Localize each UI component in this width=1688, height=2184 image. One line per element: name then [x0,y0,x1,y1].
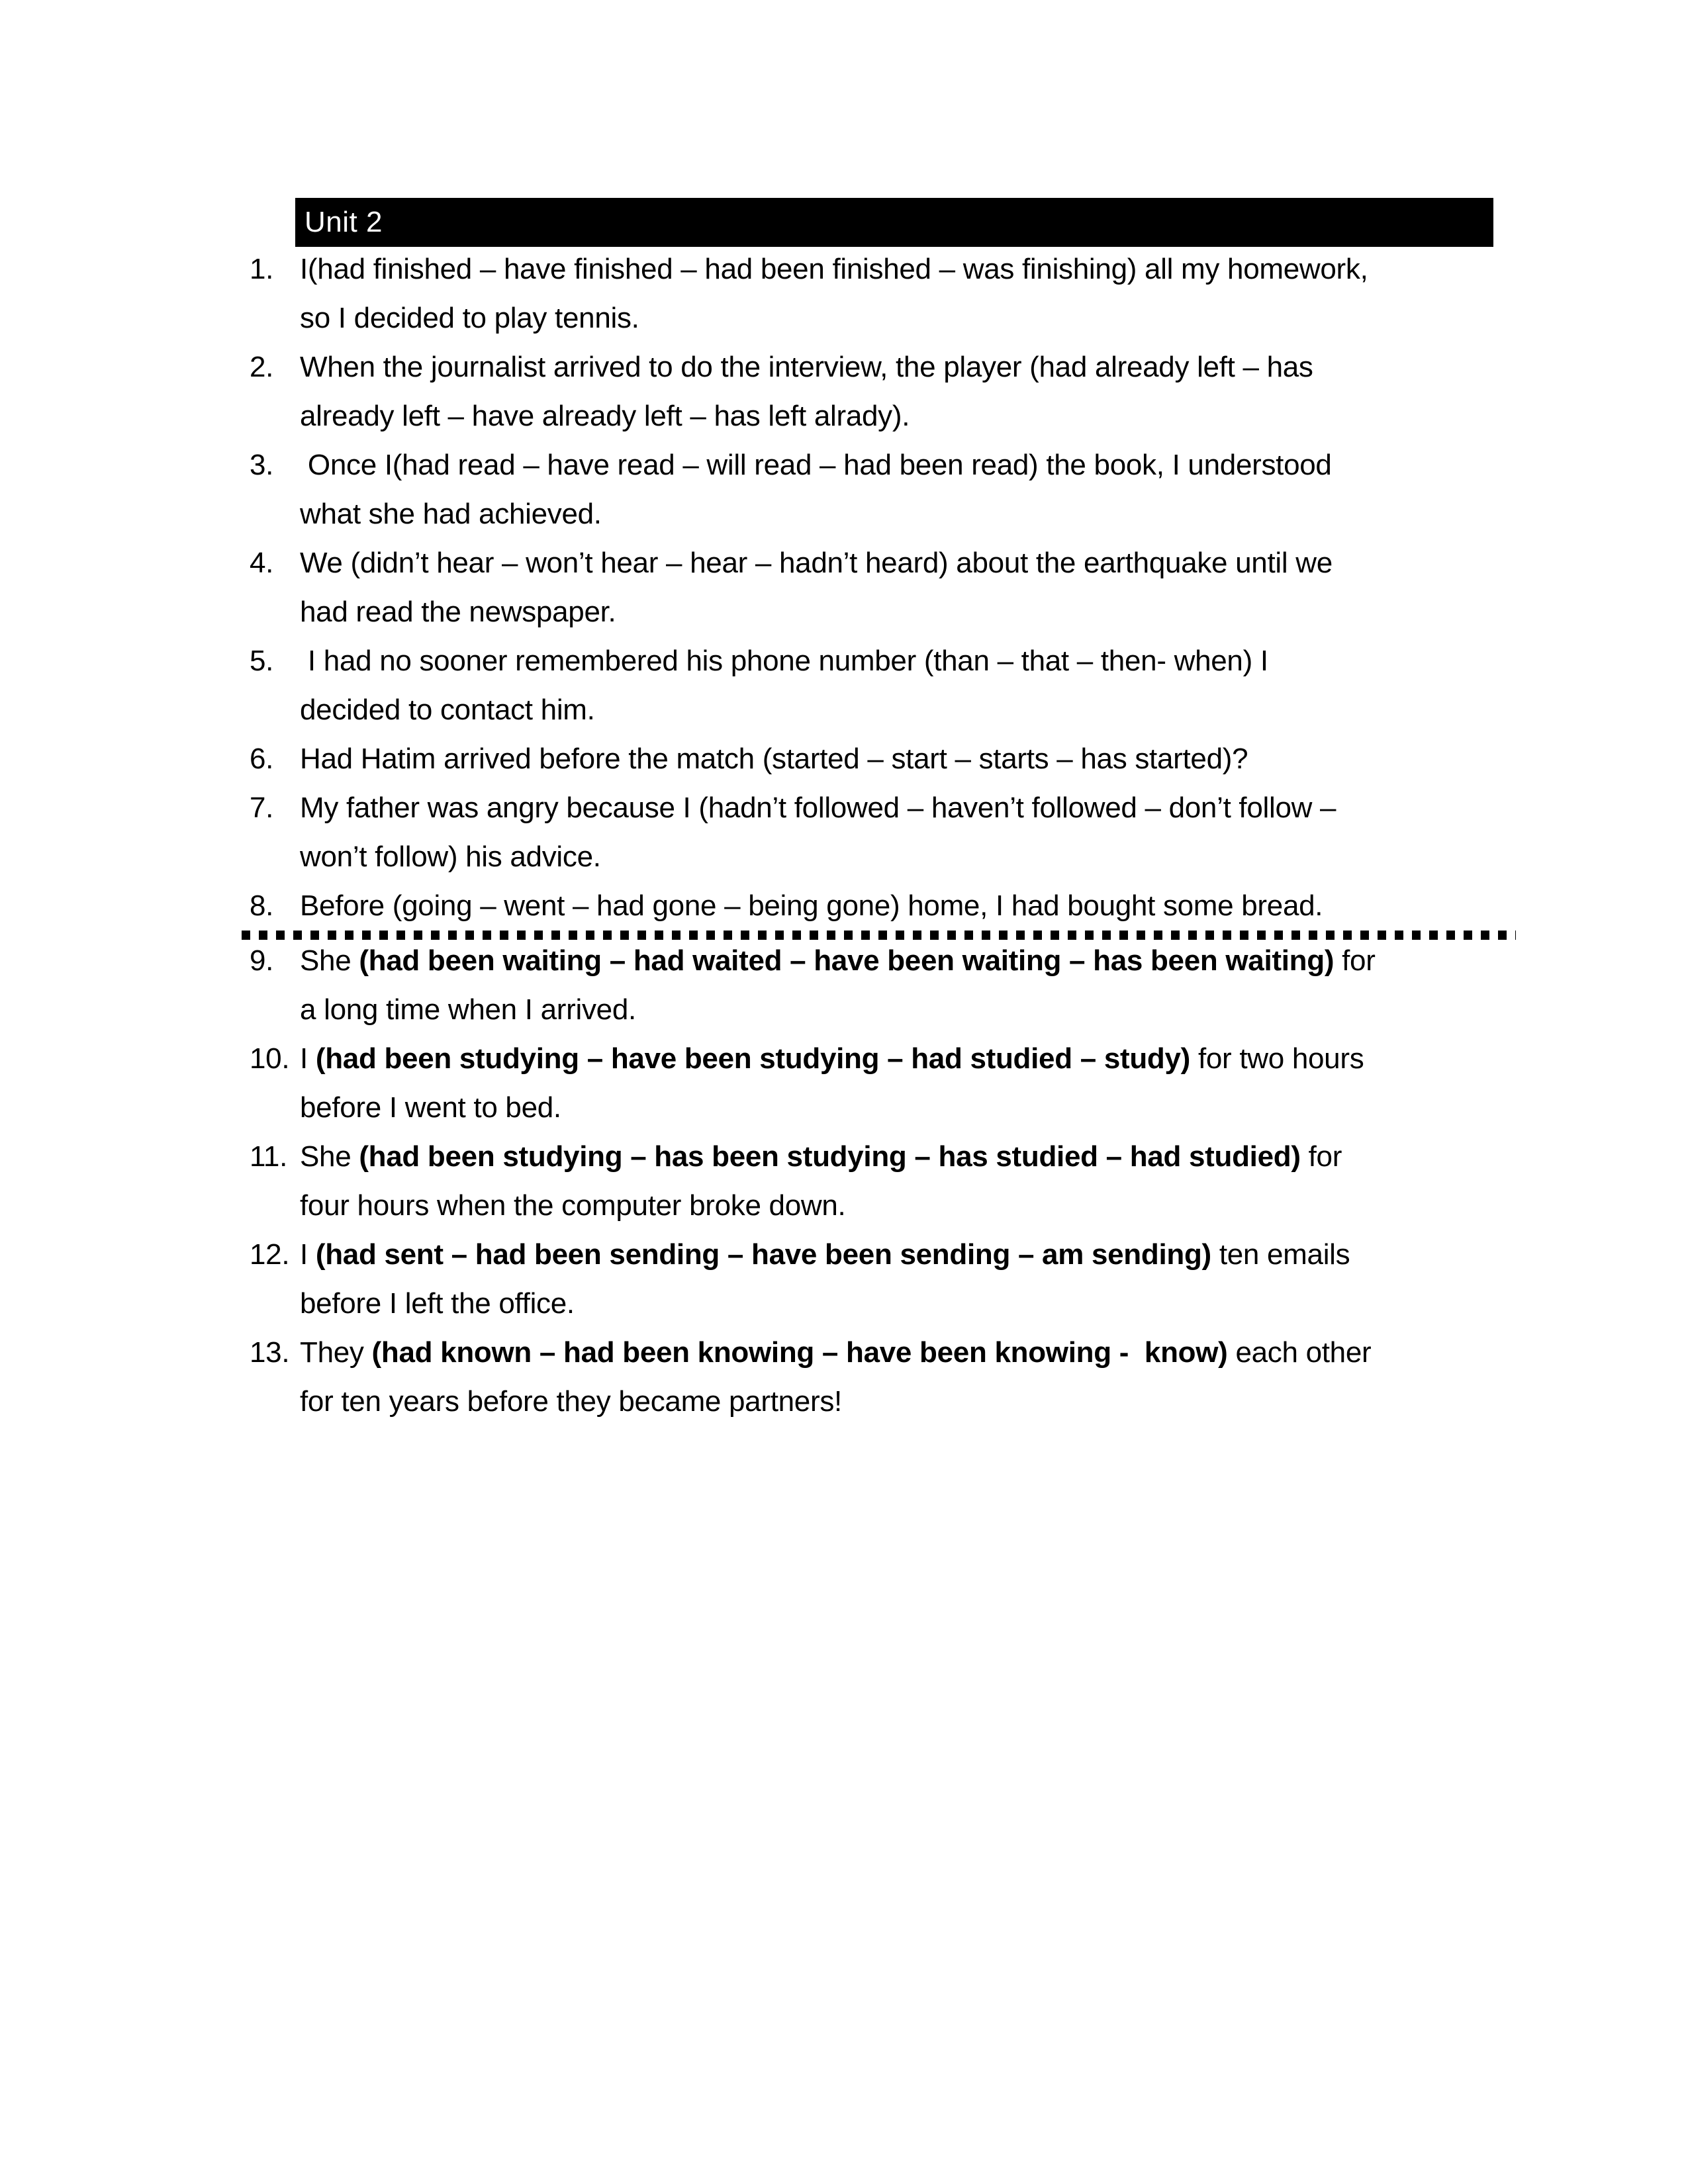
item-number: 13. [250,1336,290,1369]
item-line [250,539,1573,588]
item-line [250,637,1573,686]
item-number: 5. [250,645,274,677]
item-line [300,1083,1573,1132]
item-text: for two hours [1190,1042,1364,1075]
item-line [300,392,1573,441]
item-line [300,833,1573,882]
item-line [250,245,1573,294]
item-line [300,294,1573,343]
item-line [250,1132,1573,1181]
item-text: before I left the office. [300,1287,575,1320]
item-text: each other [1227,1336,1372,1369]
item-text: Before (going – went – had gone – being gone) home, I had bought some bread. [300,889,1323,922]
item-text: before I went to bed. [300,1091,561,1124]
item-text: for [1300,1140,1342,1173]
item-text: so I decided to play tennis. [300,302,639,334]
item-line [300,490,1573,539]
item-text: ten emails [1211,1238,1350,1271]
item-text: I(had finished – have finished – had been finished – was finishing) all my homework, [300,253,1368,285]
item-text: won’t follow) his advice. [300,841,601,873]
item-text: My father was angry because I (hadn’t followed – haven’t followed – don’t follow – [300,792,1336,824]
list-item [250,1034,1573,1132]
exercise-list-items-9-13 [250,936,1573,1426]
item-text: They [300,1336,372,1369]
item-line [250,343,1573,392]
item-text: I [300,1042,316,1075]
list-item [250,1132,1573,1230]
list-item [250,936,1573,1034]
item-number: 4. [250,547,274,579]
list-item [250,1328,1573,1426]
exercise-list-items-1-8 [250,245,1573,931]
item-text: four hours when the computer broke down. [300,1189,846,1222]
list-item [250,1230,1573,1328]
item-line [300,588,1573,637]
unit-title: Unit 2 [305,206,383,238]
item-line [300,1279,1573,1328]
item-text: She [300,944,359,977]
item-number: 8. [250,889,274,922]
answer-options-bold: (had known – had been knowing – have been knowing - know) [371,1336,1228,1369]
list-item [250,343,1573,441]
item-line [300,985,1573,1034]
item-line [250,882,1573,931]
item-text: for [1334,944,1376,977]
item-number: 12. [250,1238,290,1271]
list-item [250,637,1573,735]
item-line [300,686,1573,735]
list-item [250,441,1573,539]
item-number: 11. [250,1140,288,1173]
item-line [300,1181,1573,1230]
list-item [250,882,1573,931]
item-text: I had no sooner remembered his phone number (than – that – then- when) I [300,645,1268,677]
item-line [250,936,1573,985]
list-item [250,735,1573,784]
item-number: 1. [250,253,274,285]
answer-options-bold: (had been studying – has been studying – has studied – had studied) [359,1140,1301,1173]
unit-header-bar [295,198,1493,247]
item-line [300,1377,1573,1426]
answer-options-bold: (had sent – had been sending – have been sending – am sending) [315,1238,1211,1271]
item-number: 2. [250,351,274,383]
item-text: what she had achieved. [300,498,602,530]
item-text: decided to contact him. [300,694,595,726]
item-text: We (didn’t hear – won’t hear – hear – hadn’t heard) about the earthquake until we [300,547,1333,579]
item-text: She [300,1140,359,1173]
list-item [250,539,1573,637]
item-text: for ten years before they became partners! [300,1385,842,1418]
item-line [250,1034,1573,1083]
item-line [250,441,1573,490]
item-text: already left – have already left – has left alrady). [300,400,910,432]
item-line [250,735,1573,784]
item-number: 10. [250,1042,290,1075]
item-text: had read the newspaper. [300,596,616,628]
item-line [250,1328,1573,1377]
item-number: 6. [250,743,274,775]
list-item [250,784,1573,882]
item-text: I [300,1238,316,1271]
item-number: 7. [250,792,274,824]
answer-options-bold: (had been studying – have been studying – had studied – study) [315,1042,1191,1075]
item-text: Once I(had read – have read – will read – had been read) the book, I understood [300,449,1332,481]
item-number: 9. [250,944,274,977]
answer-options-bold: (had been waiting – had waited – have been waiting – has been waiting) [359,944,1335,977]
list-item [250,245,1573,343]
item-number: 3. [250,449,274,481]
item-line [250,784,1573,833]
item-line [250,1230,1573,1279]
item-text: a long time when I arrived. [300,993,636,1026]
item-text: Had Hatim arrived before the match (started – start – starts – has started)? [300,743,1248,775]
item-text: When the journalist arrived to do the interview, the player (had already left – has [300,351,1313,383]
